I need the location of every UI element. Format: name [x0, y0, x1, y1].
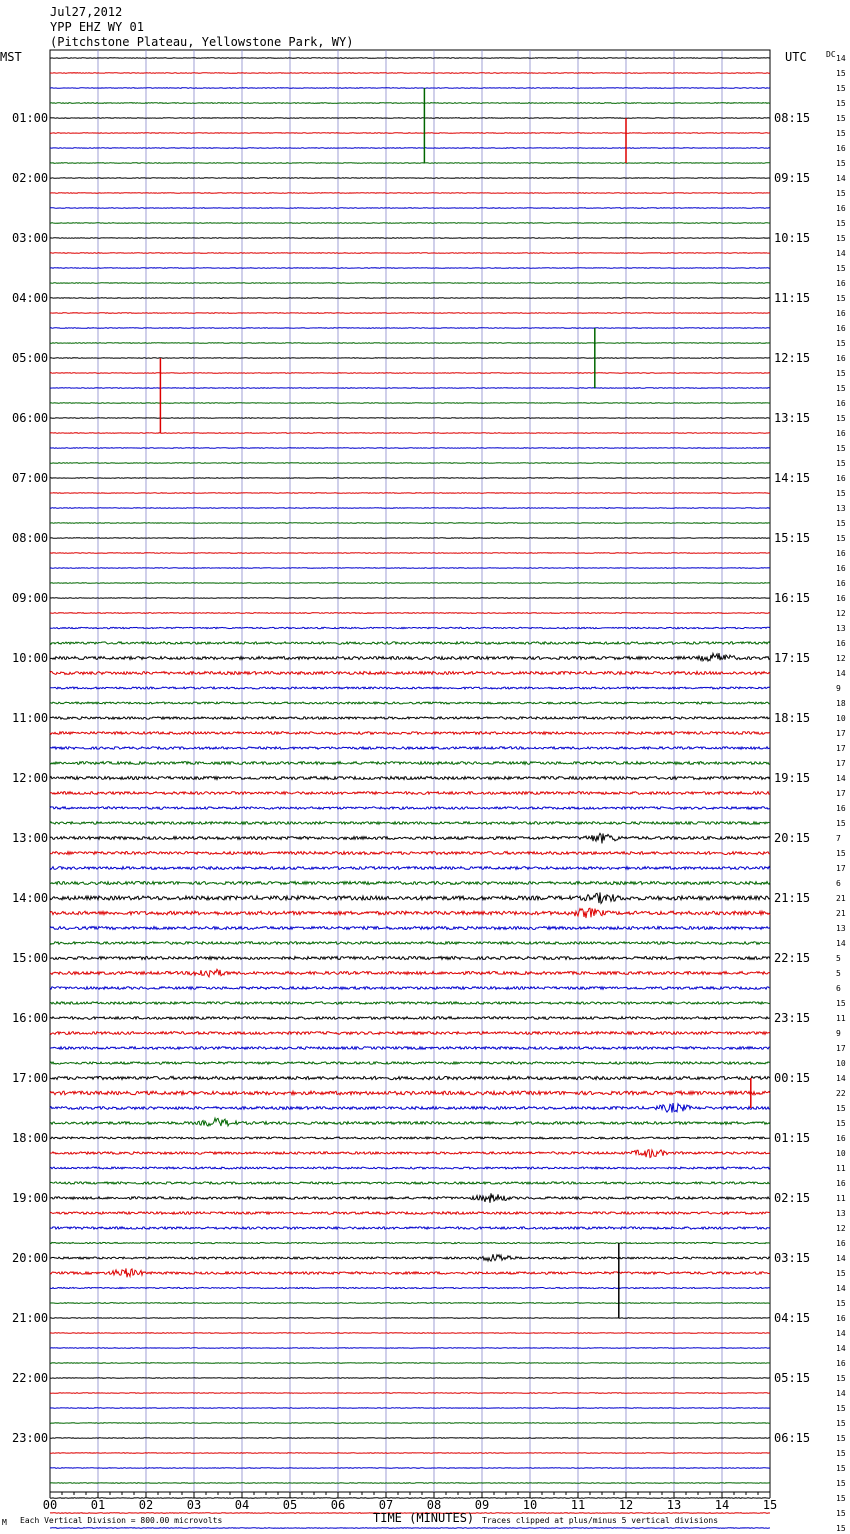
left-hour-label: 02:00	[12, 171, 49, 185]
x-tick-label: 05	[282, 1498, 298, 1512]
x-tick-label: 12	[618, 1498, 634, 1512]
seismic-trace	[50, 1483, 770, 1484]
dc-offset-label: 11	[836, 1194, 846, 1203]
seismic-trace	[50, 163, 770, 164]
right-hour-label: 18:15	[774, 711, 811, 725]
dc-offset-label: 16	[836, 804, 846, 813]
dc-offset-label: 13	[836, 504, 846, 513]
dc-offset-label: 15	[836, 114, 846, 123]
dc-offset-label: 15	[836, 1509, 846, 1518]
seismic-trace	[50, 283, 770, 284]
seismic-trace	[50, 777, 770, 780]
left-hour-label: 10:00	[12, 651, 49, 665]
left-hour-label: 08:00	[12, 531, 49, 545]
dc-offset-label: 16	[836, 1314, 846, 1323]
dc-offset-label: 15	[836, 69, 846, 78]
left-hour-label: 04:00	[12, 291, 49, 305]
clip-note: Traces clipped at plus/minus 5 vertical divisions	[482, 1516, 719, 1525]
dc-offset-label: 22	[836, 1089, 846, 1098]
x-tick-label: 15	[762, 1498, 778, 1512]
left-hour-label: 13:00	[12, 831, 49, 845]
dc-offset-label: 15	[836, 534, 846, 543]
seismic-trace	[50, 493, 770, 494]
dc-offset-label: 15	[836, 819, 846, 828]
seismic-trace	[50, 807, 770, 809]
right-timezone-label: UTC	[785, 50, 807, 64]
dc-offset-label: 10	[836, 1149, 846, 1158]
left-hour-label: 15:00	[12, 951, 49, 965]
seismic-trace	[50, 193, 770, 194]
seismic-trace	[50, 1118, 770, 1126]
seismic-trace	[50, 1318, 770, 1319]
right-hour-label: 23:15	[774, 1011, 811, 1025]
left-hour-label: 12:00	[12, 771, 49, 785]
dc-offset-label: 14	[836, 1254, 846, 1263]
dc-offset-label: 17	[836, 759, 846, 768]
dc-offset-label: 16	[836, 429, 846, 438]
x-tick-label: 00	[42, 1498, 58, 1512]
seismic-trace	[50, 1393, 770, 1394]
x-tick-label: 10	[522, 1498, 538, 1512]
seismic-trace	[50, 103, 770, 104]
dc-offset-label: 12	[836, 609, 846, 618]
seismic-trace	[50, 1047, 770, 1050]
dc-offset-label: 15	[836, 1119, 846, 1128]
dc-offset-label: 17	[836, 744, 846, 753]
x-tick-label: 04	[234, 1498, 250, 1512]
seismic-trace	[50, 642, 770, 644]
dc-offset-label: 15	[836, 1419, 846, 1428]
dc-offset-label: 17	[836, 789, 846, 798]
dc-offset-label: 9	[836, 684, 841, 693]
seismic-trace	[50, 1137, 770, 1139]
right-hour-label: 08:15	[774, 111, 811, 125]
seismic-trace	[50, 448, 770, 449]
dc-offset-label: 15	[836, 339, 846, 348]
dc-offset-label: 16	[836, 354, 846, 363]
seismic-trace	[50, 1363, 770, 1364]
seismic-trace	[50, 598, 770, 599]
seismic-trace	[50, 833, 770, 843]
seismic-trace	[50, 822, 770, 825]
seismic-trace	[50, 253, 770, 254]
seismic-trace	[50, 118, 770, 119]
dc-offset-label: 5	[836, 954, 841, 963]
dc-offset-label: 14	[836, 1329, 846, 1338]
left-hour-label: 01:00	[12, 111, 49, 125]
seismic-trace	[50, 1303, 770, 1304]
seismic-trace	[50, 908, 770, 918]
seismic-trace	[50, 1268, 770, 1277]
dc-offset-label: 15	[836, 99, 846, 108]
seismic-trace	[50, 717, 770, 719]
dc-offset-label: 16	[836, 1359, 846, 1368]
plot-frame	[50, 50, 770, 1492]
dc-offset-label: 21	[836, 909, 846, 918]
seismic-trace	[50, 478, 770, 479]
dc-offset-label: 16	[836, 204, 846, 213]
dc-offset-label: 10	[836, 714, 846, 723]
seismic-trace	[50, 1254, 770, 1261]
dc-offset-label: 15	[836, 1524, 846, 1533]
left-hour-label: 18:00	[12, 1131, 49, 1145]
seismic-trace	[50, 1242, 770, 1243]
dc-offset-label: 15	[836, 384, 846, 393]
seismic-trace	[50, 687, 770, 689]
dc-label: DC	[826, 50, 836, 59]
dc-offset-label: 15	[836, 1479, 846, 1488]
left-hour-label: 09:00	[12, 591, 49, 605]
dc-offset-label: 10	[836, 1059, 846, 1068]
right-hour-label: 09:15	[774, 171, 811, 185]
seismic-trace	[50, 1408, 770, 1409]
right-hour-label: 12:15	[774, 351, 811, 365]
dc-offset-label: 7	[836, 834, 841, 843]
seismic-trace	[50, 538, 770, 539]
left-hour-label: 20:00	[12, 1251, 49, 1265]
dc-offset-label: 15	[836, 264, 846, 273]
dc-offset-label: 15	[836, 1374, 846, 1383]
right-hour-label: 15:15	[774, 531, 811, 545]
seismic-trace	[50, 927, 770, 930]
dc-offset-label: 14	[836, 669, 846, 678]
seismic-trace	[50, 942, 770, 945]
seismic-trace	[50, 747, 770, 749]
right-hour-label: 04:15	[774, 1311, 811, 1325]
seismic-trace	[50, 1150, 770, 1158]
seismic-trace	[50, 1423, 770, 1424]
seismic-trace	[50, 1062, 770, 1064]
right-hour-label: 00:15	[774, 1071, 811, 1085]
seismic-trace	[50, 969, 770, 977]
dc-offset-label: 6	[836, 984, 841, 993]
right-hour-label: 21:15	[774, 891, 811, 905]
seismic-trace	[50, 1193, 770, 1203]
seismic-trace	[50, 732, 770, 735]
seismic-trace	[50, 1017, 770, 1020]
seismic-trace	[50, 672, 770, 675]
seismic-trace	[50, 1498, 770, 1499]
seismic-trace	[50, 762, 770, 765]
dc-offset-label: 13	[836, 624, 846, 633]
grid-layer	[50, 50, 770, 1498]
dc-offset-label: 15	[836, 489, 846, 498]
dc-offset-label: 15	[836, 1404, 846, 1413]
left-timezone-label: MST	[0, 50, 22, 64]
dc-offset-label: 15	[836, 519, 846, 528]
x-tick-label: 01	[90, 1498, 106, 1512]
seismic-trace	[50, 892, 770, 903]
dc-offset-label: 15	[836, 1299, 846, 1308]
seismic-trace	[50, 1438, 770, 1439]
dc-offset-label: 14	[836, 1389, 846, 1398]
dc-offset-label: 18	[836, 699, 846, 708]
seismic-trace	[50, 1468, 770, 1469]
x-tick-label: 02	[138, 1498, 154, 1512]
seismic-trace	[50, 313, 770, 314]
right-hour-label: 05:15	[774, 1371, 811, 1385]
trace-layer	[50, 58, 770, 1534]
dc-offset-label: 14	[836, 939, 846, 948]
right-hour-label: 16:15	[774, 591, 811, 605]
dc-offset-label: 15	[836, 294, 846, 303]
dc-offset-label: 14	[836, 1284, 846, 1293]
seismic-trace	[50, 1333, 770, 1334]
x-tick-label: 11	[570, 1498, 586, 1512]
dc-offset-label: 16	[836, 309, 846, 318]
seismic-trace	[50, 583, 770, 584]
dc-offset-label: 17	[836, 1044, 846, 1053]
dc-offset-label: 14	[836, 249, 846, 258]
dc-offset-label: 16	[836, 549, 846, 558]
dc-offset-label: 15	[836, 1104, 846, 1113]
dc-offset-label: 15	[836, 189, 846, 198]
seismic-trace	[50, 568, 770, 569]
seismic-trace	[50, 553, 770, 554]
dc-offset-label: 13	[836, 1209, 846, 1218]
seismic-trace	[50, 957, 770, 960]
scale-note: Each Vertical Division = 800.00 microvolts	[20, 1516, 223, 1525]
seismic-trace	[50, 403, 770, 404]
seismic-trace	[50, 882, 770, 885]
seismic-trace	[50, 298, 770, 299]
dc-offset-label: 6	[836, 879, 841, 888]
seismic-trace	[50, 88, 770, 89]
right-hour-label: 01:15	[774, 1131, 811, 1145]
seismic-trace	[50, 133, 770, 134]
left-hour-label: 23:00	[12, 1431, 49, 1445]
seismic-trace	[50, 613, 770, 614]
seismic-trace	[50, 1227, 770, 1229]
left-hour-label: 22:00	[12, 1371, 49, 1385]
seismic-trace	[50, 463, 770, 464]
seismic-trace	[50, 653, 770, 661]
right-hour-label: 11:15	[774, 291, 811, 305]
dc-offset-label: 15	[836, 129, 846, 138]
dc-offset-label: 11	[836, 1164, 846, 1173]
right-hour-label: 10:15	[774, 231, 811, 245]
seismic-trace	[50, 373, 770, 374]
dc-offset-label: 15	[836, 1269, 846, 1278]
dc-offset-label: 15	[836, 159, 846, 168]
dc-offset-label: 16	[836, 1239, 846, 1248]
seismic-trace	[50, 73, 770, 74]
seismic-trace	[50, 418, 770, 419]
right-hour-label: 06:15	[774, 1431, 811, 1445]
x-tick-label: 13	[666, 1498, 682, 1512]
dc-offset-label: 15	[836, 444, 846, 453]
dc-offset-label: 15	[836, 1464, 846, 1473]
seismic-trace	[50, 1348, 770, 1349]
seismic-trace	[50, 792, 770, 795]
seismic-trace	[50, 702, 770, 704]
dc-offset-label: 16	[836, 1134, 846, 1143]
left-hour-label: 16:00	[12, 1011, 49, 1025]
seismic-trace	[50, 1378, 770, 1379]
header-date: Jul27,2012	[50, 5, 123, 19]
dc-offset-label: 12	[836, 654, 846, 663]
dc-offset-label: 15	[836, 1449, 846, 1458]
dc-offset-label: 16	[836, 579, 846, 588]
left-hour-label: 06:00	[12, 411, 49, 425]
seismic-trace	[50, 388, 770, 389]
seismic-trace	[50, 1287, 770, 1288]
seismic-trace	[50, 208, 770, 209]
dc-offset-label: 14	[836, 774, 846, 783]
dc-offset-label: 13	[836, 924, 846, 933]
seismic-trace	[50, 1076, 770, 1079]
left-hour-label: 17:00	[12, 1071, 49, 1085]
seismic-trace	[50, 523, 770, 524]
right-hour-label: 13:15	[774, 411, 811, 425]
dc-offset-label: 9	[836, 1029, 841, 1038]
x-tick-label: 07	[378, 1498, 394, 1512]
seismic-trace	[50, 852, 770, 855]
header-location: (Pitchstone Plateau, Yellowstone Park, WY)	[50, 35, 354, 49]
x-tick-label: 06	[330, 1498, 346, 1512]
dc-offset-label: 15	[836, 459, 846, 468]
dc-offset-label: 14	[836, 1074, 846, 1083]
seismic-trace	[50, 148, 770, 149]
left-hour-label: 05:00	[12, 351, 49, 365]
left-hour-label: 19:00	[12, 1191, 49, 1205]
dc-offset-label: 15	[836, 1434, 846, 1443]
right-hour-label: 03:15	[774, 1251, 811, 1265]
dc-offset-label: 16	[836, 279, 846, 288]
header-station: YPP EHZ WY 01	[50, 20, 144, 34]
dc-offset-label: 12	[836, 1224, 846, 1233]
dc-offset-label: 17	[836, 864, 846, 873]
seismic-trace	[50, 1032, 770, 1035]
x-axis-title: TIME (MINUTES)	[373, 1511, 475, 1525]
right-hour-label: 17:15	[774, 651, 811, 665]
dc-offset-label: 15	[836, 1494, 846, 1503]
dc-offset-label: 16	[836, 594, 846, 603]
seismic-trace	[50, 627, 770, 628]
dc-offset-label: 15	[836, 414, 846, 423]
x-tick-label: 09	[474, 1498, 490, 1512]
seismic-trace	[50, 1167, 770, 1169]
dc-offset-label: 15	[836, 369, 846, 378]
seismic-trace	[50, 1182, 770, 1184]
dc-offset-label: 14	[836, 1344, 846, 1353]
seismic-trace	[50, 508, 770, 509]
seismic-trace	[50, 1002, 770, 1004]
dc-offset-label: 15	[836, 219, 846, 228]
seismic-trace	[50, 1453, 770, 1454]
seismic-trace	[50, 223, 770, 224]
seismic-trace	[50, 343, 770, 344]
left-hour-label: 03:00	[12, 231, 49, 245]
dc-offset-label: 16	[836, 474, 846, 483]
dc-offset-label: 21	[836, 894, 846, 903]
footer-mark: M	[2, 1518, 7, 1527]
dc-offset-label: 15	[836, 999, 846, 1008]
left-hour-label: 11:00	[12, 711, 49, 725]
seismic-trace	[50, 1103, 770, 1113]
seismic-trace	[50, 1528, 770, 1529]
seismic-trace	[50, 987, 770, 990]
dc-offset-label: 16	[836, 144, 846, 153]
seismic-trace	[50, 433, 770, 434]
x-tick-label: 03	[186, 1498, 202, 1512]
seismic-trace	[50, 358, 770, 359]
dc-offset-label: 16	[836, 564, 846, 573]
dc-offset-label: 16	[836, 1179, 846, 1188]
x-tick-label: 08	[426, 1498, 442, 1512]
seismic-trace	[50, 1091, 770, 1095]
right-hour-label: 22:15	[774, 951, 811, 965]
dc-offset-label: 11	[836, 1014, 846, 1023]
dc-offset-label: 14	[836, 174, 846, 183]
dc-offset-label: 5	[836, 969, 841, 978]
left-hour-label: 14:00	[12, 891, 49, 905]
seismic-trace	[50, 178, 770, 179]
dc-offset-label: 14	[836, 54, 846, 63]
dc-offset-label: 16	[836, 639, 846, 648]
dc-offset-label: 17	[836, 729, 846, 738]
right-hour-label: 19:15	[774, 771, 811, 785]
left-hour-label: 21:00	[12, 1311, 49, 1325]
left-hour-label: 07:00	[12, 471, 49, 485]
right-hour-label: 02:15	[774, 1191, 811, 1205]
seismic-trace	[50, 238, 770, 239]
x-tick-label: 14	[714, 1498, 730, 1512]
seismic-trace	[50, 328, 770, 329]
right-hour-label: 20:15	[774, 831, 811, 845]
seismic-trace	[50, 268, 770, 269]
dc-offset-label: 16	[836, 324, 846, 333]
dc-offset-label: 16	[836, 399, 846, 408]
seismic-trace	[50, 58, 770, 59]
right-hour-label: 14:15	[774, 471, 811, 485]
seismic-trace	[50, 1212, 770, 1214]
dc-offset-label: 15	[836, 84, 846, 93]
dc-offset-label: 15	[836, 849, 846, 858]
seismic-trace	[50, 867, 770, 870]
dc-offset-label: 15	[836, 234, 846, 243]
